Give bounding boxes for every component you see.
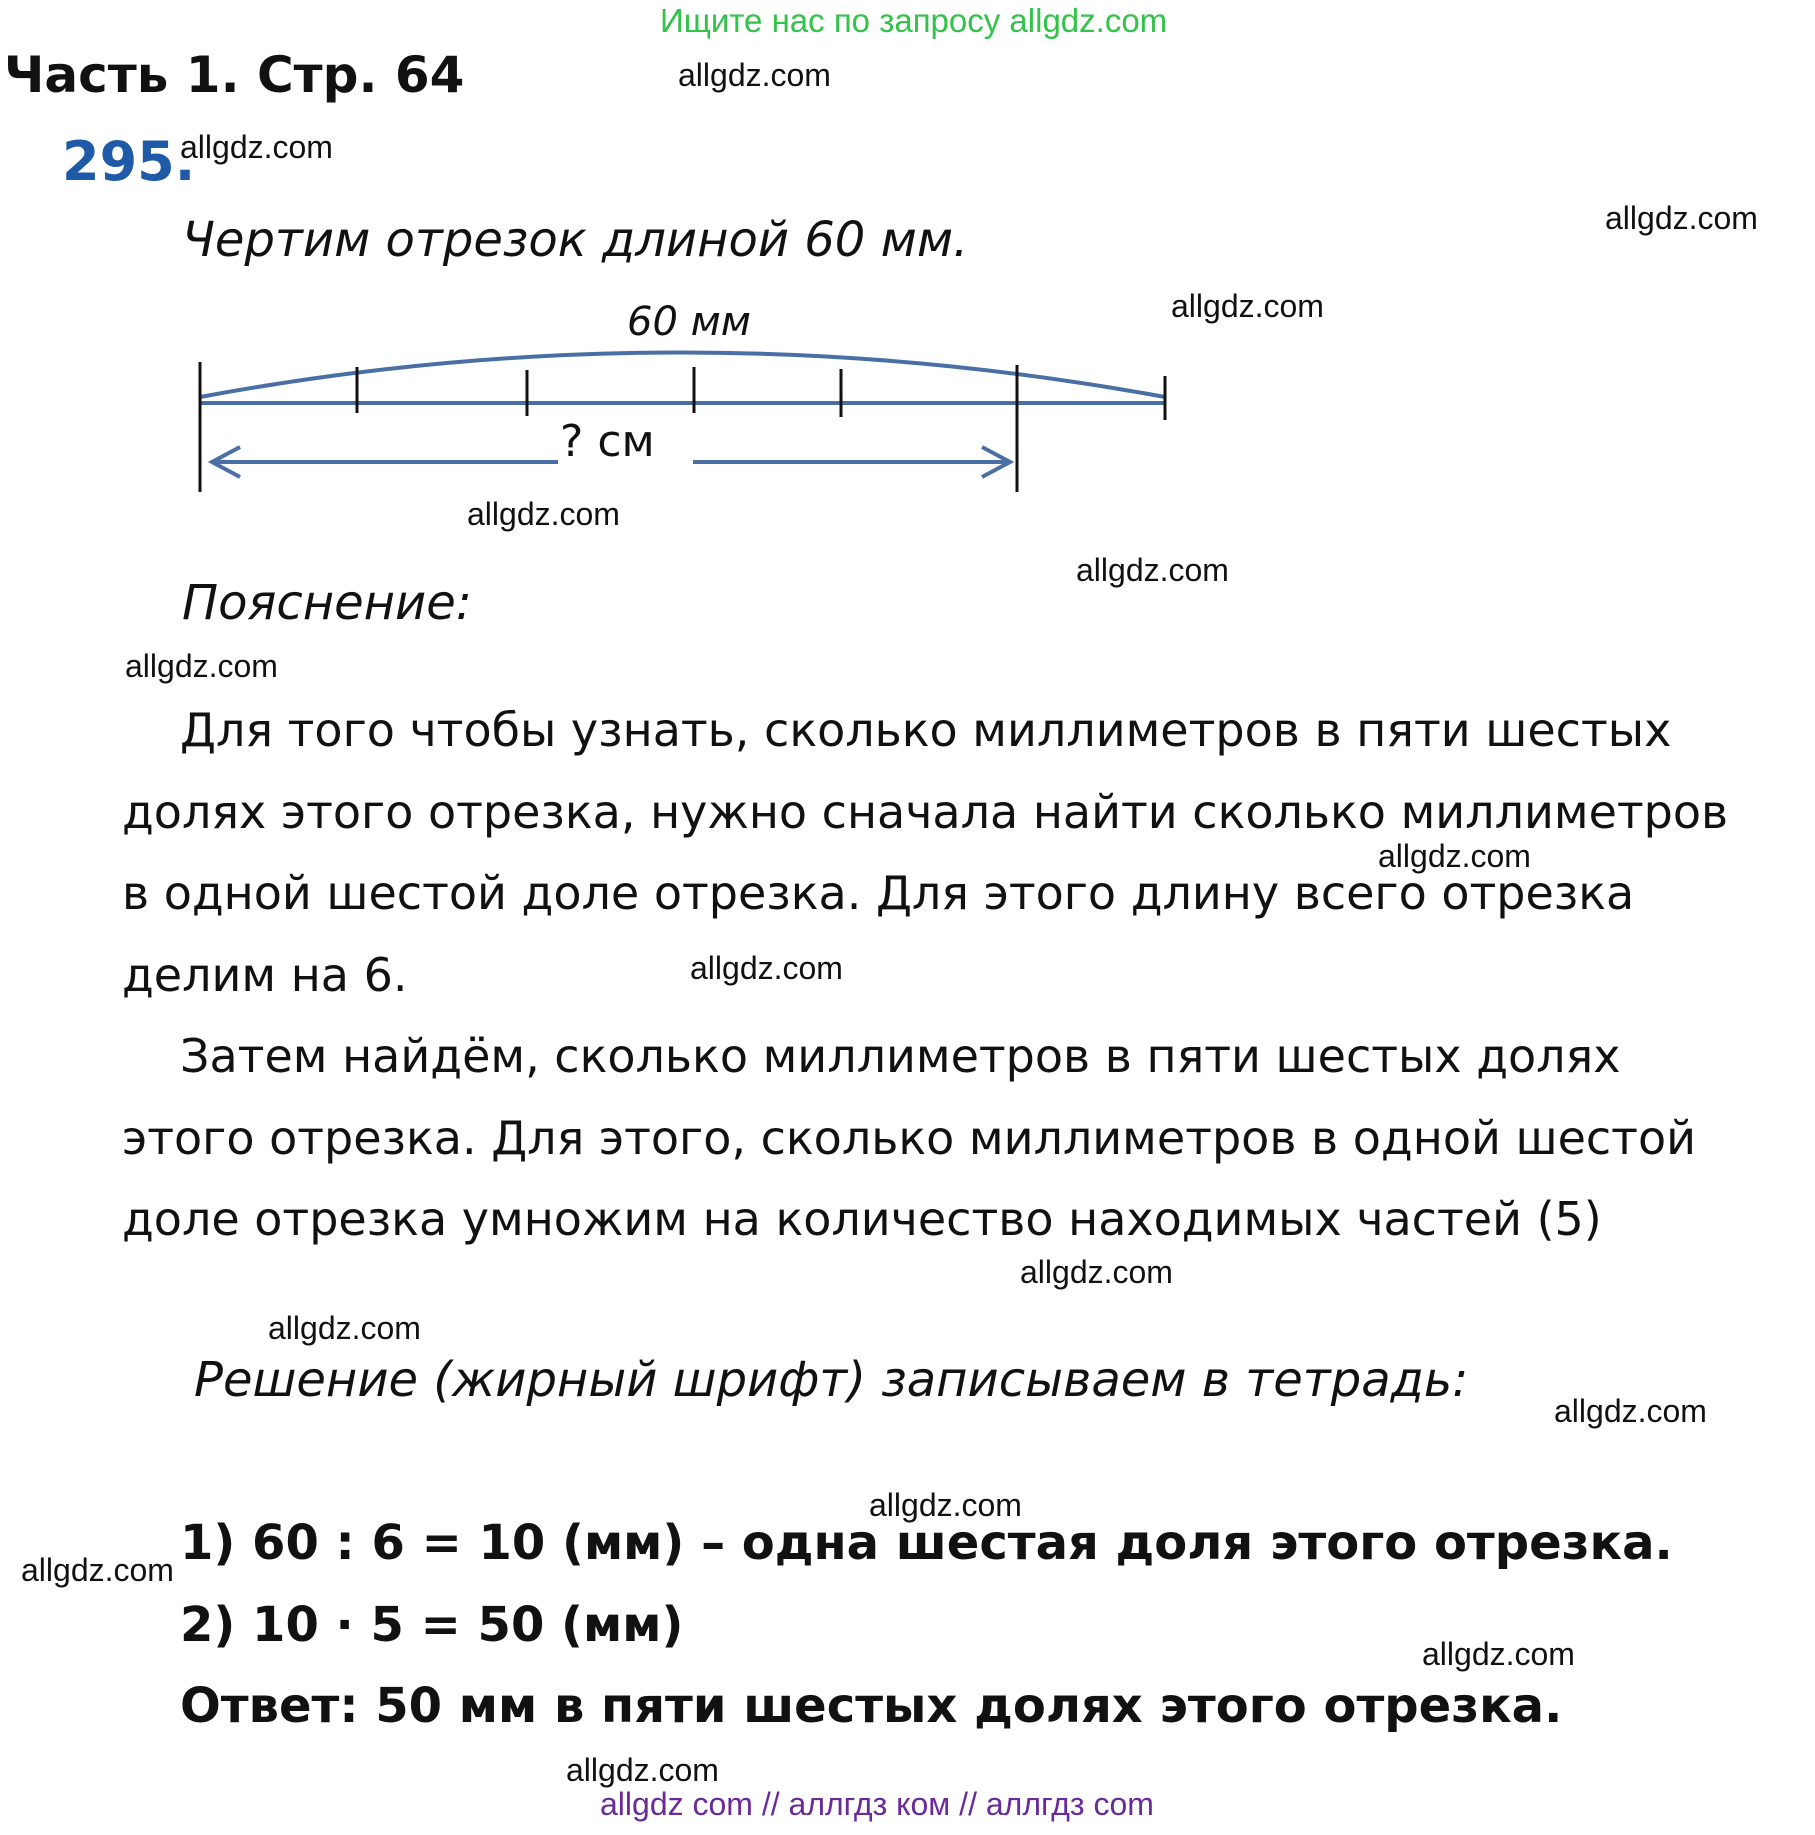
explanation-line-5: Затем найдём, сколько миллиметров в пяти шестых долях [180, 1029, 1621, 1083]
watermark: allgdz.com [21, 1552, 174, 1588]
question-label: ? см [560, 416, 655, 467]
watermark: allgdz.com [566, 1752, 719, 1788]
explanation-line-6: этого отрезка. Для этого, сколько миллиметров в одной шестой [122, 1111, 1696, 1165]
watermark: allgdz.com [1171, 288, 1324, 324]
explanation-line-3: в одной шестой доле отрезка. Для этого длину всего отрезка [122, 866, 1635, 920]
watermark: allgdz.com [467, 496, 620, 532]
watermark: allgdz.com [1076, 552, 1229, 588]
top-banner: Ищите нас по запросу allgdz.com [660, 2, 1168, 39]
watermark: allgdz.com [268, 1310, 421, 1346]
footer-links: allgdz com // аллгдз ком // аллгдз com [600, 1786, 1154, 1822]
task-statement: Чертим отрезок длиной 60 мм. [182, 212, 969, 268]
explanation-title: Пояснение: [182, 575, 472, 631]
explanation-line-1: Для того чтобы узнать, сколько миллиметров в пяти шестых [180, 703, 1672, 757]
segment-diagram [0, 0, 1815, 560]
watermark: allgdz.com [678, 57, 831, 93]
explanation-line-7: доле отрезка умножим на количество находимых частей (5) [122, 1192, 1602, 1246]
watermark: allgdz.com [690, 950, 843, 986]
solution-step-1: 1) 60 : 6 = 10 (мм) – одна шестая доля этого отрезка. [180, 1515, 1673, 1571]
explanation-line-4: делим на 6. [122, 948, 408, 1002]
watermark: allgdz.com [869, 1487, 1022, 1523]
arc-label: 60 мм [627, 299, 751, 345]
solution-answer: Ответ: 50 мм в пяти шестых долях этого отрезка. [180, 1678, 1563, 1734]
page-title: Часть 1. Стр. 64 [4, 46, 465, 104]
watermark: allgdz.com [1605, 200, 1758, 236]
watermark: allgdz.com [1378, 838, 1531, 874]
watermark: allgdz.com [180, 129, 333, 165]
watermark: allgdz.com [1422, 1636, 1575, 1672]
arc-bracket [200, 353, 1165, 398]
solution-step-2: 2) 10 · 5 = 50 (мм) [180, 1597, 684, 1653]
watermark: allgdz.com [1554, 1393, 1707, 1429]
explanation-line-2: долях этого отрезка, нужно сначала найти сколько миллиметров [122, 785, 1729, 839]
watermark: allgdz.com [125, 648, 278, 684]
watermark: allgdz.com [1020, 1254, 1173, 1290]
solution-title: Решение (жирный шрифт) записываем в тетрадь: [194, 1352, 1469, 1408]
task-number: 295. [62, 130, 196, 193]
